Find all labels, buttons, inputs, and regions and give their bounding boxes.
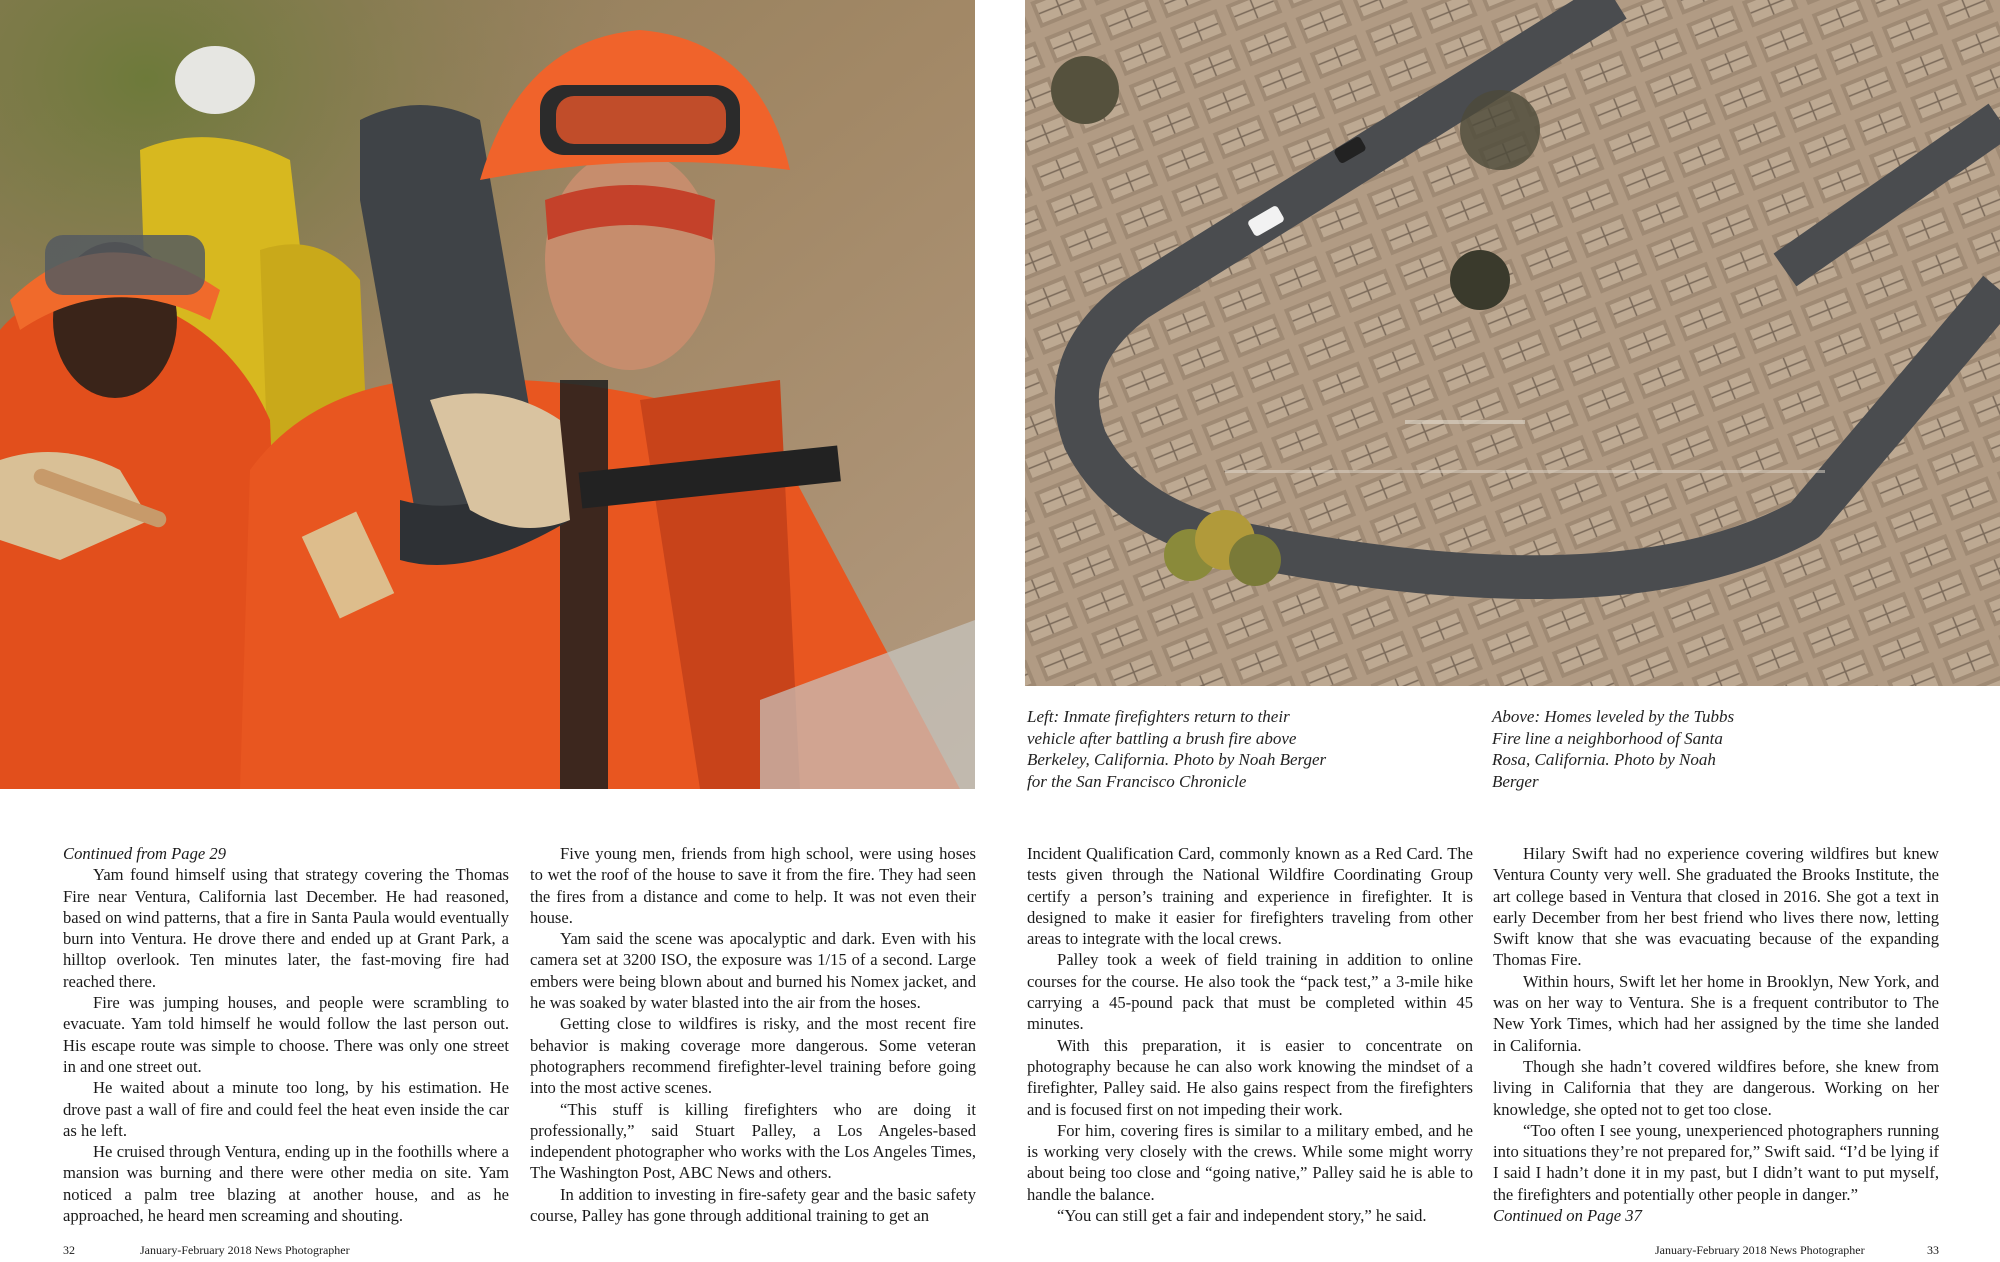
paragraph: “Too often I see young, unexperienced photographers running into situations they’re not prepared for,” Swift said. “I’d be lying if I said I hadn’t done it in my past, but I didn’t want to put myself, the firefighters and potentially other people in danger.” [1493, 1120, 1939, 1204]
firefighters-image [0, 0, 975, 789]
aerial-image [1025, 0, 2000, 686]
paragraph: With this preparation, it is easier to concentrate on photography because he can also work knowing the mindset of a firefighter, Palley said. He also gains respect from the firefighters and is focused first on not impeding their work. [1027, 1035, 1473, 1119]
article-column-4 [1493, 843, 1939, 1226]
paragraph: “This stuff is killing firefighters who are doing it professionally,” said Stuart Palley, a Los Angeles-based independent photographer who works with the Los Angeles Times, The Washington Post, ABC News and others. [530, 1099, 976, 1183]
main-firefighter-face [545, 150, 715, 370]
paragraph: Palley took a week of field training in addition to online courses for the course. He also took the “pack test,” a 3-mile hike carrying a 45-pound pack that must be completed within 45 minutes. [1027, 950, 1473, 1034]
paragraph: In addition to investing in fire-safety gear and the basic safety course, Palley has gone through additional training to get an [530, 1184, 976, 1226]
running-footer-right: January-February 2018 News Photographer [1655, 1243, 1865, 1257]
caption-right-photo: Above: Homes leveled by the Tubbs Fire line a neighborhood of Santa Rosa, California. Photo by Noah Berger [1492, 707, 1735, 791]
tree [1051, 56, 1119, 124]
paragraph: He cruised through Ventura, ending up in the foothills where a mansion was burning and there were other media on site. Yam noticed a palm tree blazing at another house, and as he approached, he heard men screaming and shouting. [63, 1142, 509, 1226]
continued-from-label: Continued from Page 29 [63, 844, 227, 863]
paragraph: Incident Qualification Card, commonly known as a Red Card. The tests given through the National Wildfire Coordinating Group certify a person’s training and experience in firefighter. It is designed to make it easier for firefighters traveling from other areas to integrate with the local crews. [1027, 844, 1473, 949]
paragraph: Getting close to wildfires is risky, and the most recent fire behavior is making coverage more dangerous. Some veteran photographers recommend firefighter-level training before going into the most active scenes. [530, 1014, 976, 1098]
caption-left-photo: Left: Inmate firefighters return to their vehicle after battling a brush fire above Berkeley, California. Photo by Noah Berger for the San Francisco Chronicle [1027, 707, 1327, 791]
bg-helmet [175, 46, 255, 114]
paragraph: Yam said the scene was apocalyptic and dark. Even with his camera set at 3200 ISO, the exposure was 1/15 of a second. Large embers were being blown about and burned his Nomex jacket, and he was soaked by water blasted into the air from the hoses. [530, 929, 976, 1013]
paragraph: Yam found himself using that strategy covering the Thomas Fire near Ventura, California last December. He had reasoned, based on wind patterns, that a fire in Santa Paula would eventually burn into Ventura. He drove there and ended up at Grant Park, a hilltop overlook. Ten minutes later, the fast-moving fire had reached there. [63, 865, 509, 991]
page-number-right: 33 [1927, 1243, 1939, 1257]
paragraph: Fire was jumping houses, and people were scrambling to evacuate. Yam told himself he would follow the last person out. His escape route was simple to choose. There was only one street in and one street out. [63, 993, 509, 1076]
article-column-2 [530, 843, 976, 1226]
paragraph: Though she hadn’t covered wildfires before, she knew from living in California that they are dangerous. Working on her knowledge, she opted not to get too close. [1493, 1056, 1939, 1119]
paragraph: Five young men, friends from high school, were using hoses to wet the roof of the house to save it from the fire. They had seen the fires from a distance and come to help. It was not even their house. [530, 844, 976, 927]
burned-tree [1460, 90, 1540, 170]
page-number-left: 32 [63, 1243, 75, 1257]
running-footer-left: January-February 2018 News Photographer [140, 1243, 350, 1257]
paragraph: Hilary Swift had no experience covering wildfires but knew Ventura County very well. She graduated the Brooks Institute, the art college based in Ventura that closed in 2016. She got a text in early December from her best friend who lives there now, letting Swift know that she was evacuating because of the expanding Thomas Fire. [1493, 844, 1939, 970]
article-column-1 [63, 843, 509, 1226]
article-column-3 [1027, 843, 1473, 1226]
paragraph: “You can still get a fair and independent story,” he said. [1057, 1206, 1427, 1226]
photo-burned-neighborhood [1025, 0, 2000, 686]
paragraph: For him, covering fires is similar to a military embed, and he is working very closely with the crews. While some might worry about being too close and “going native,” Palley said he is able to handle the balance. [1027, 1120, 1473, 1204]
paragraph: He waited about a minute too long, by his estimation. He drove past a wall of fire and could feel the heat even inside the car as he left. [63, 1078, 509, 1140]
tree [1450, 250, 1510, 310]
photo-firefighters [0, 0, 975, 789]
tree [1229, 534, 1281, 586]
continued-on-label: Continued on Page 37 [1493, 1206, 1642, 1226]
paragraph: Within hours, Swift let her home in Brooklyn, New York, and was on her way to Ventura. She is a frequent contributor to The New York Times, which had her assigned by the time she landed in California. [1493, 971, 1939, 1055]
